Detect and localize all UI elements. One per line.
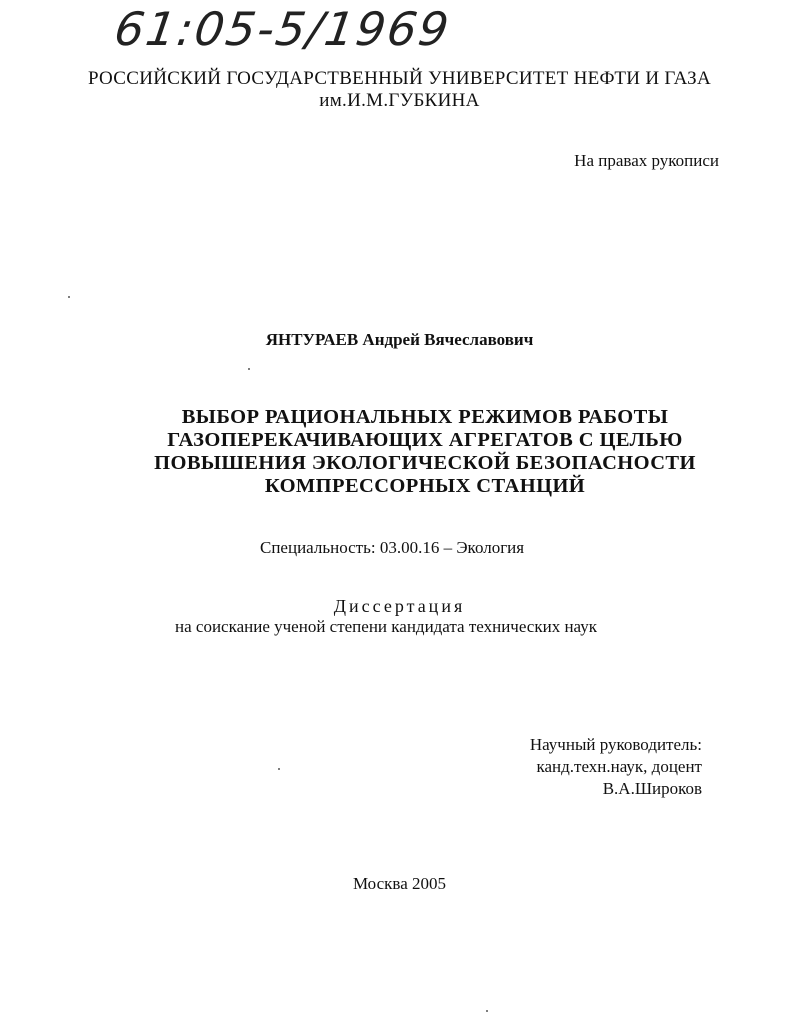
supervisor-title: канд.техн.наук, доцент bbox=[536, 757, 702, 776]
specialty: Специальность: 03.00.16 – Экология bbox=[260, 538, 525, 557]
university-named-after: им.И.М.ГУБКИНА bbox=[319, 90, 480, 111]
supervisor-name: В.А.Широков bbox=[602, 779, 702, 798]
title-line: ПОВЫШЕНИЯ ЭКОЛОГИЧЕСКОЙ БЕЗОПАСНОСТИ bbox=[154, 452, 696, 474]
handwritten-archive-number: 61:05-5/1969 bbox=[111, 2, 454, 56]
title-line: КОМПРЕССОРНЫХ СТАНЦИЙ bbox=[264, 475, 586, 497]
scan-speck bbox=[486, 1010, 488, 1012]
university-name: РОССИЙСКИЙ ГОСУДАРСТВЕННЫЙ УНИВЕРСИТЕТ НЕФТИ И ГАЗА bbox=[87, 68, 712, 89]
manuscript-rights-note: На правах рукописи bbox=[574, 151, 719, 170]
scan-speck bbox=[278, 768, 280, 770]
title-line: ВЫБОР РАЦИОНАЛЬНЫХ РЕЖИМОВ РАБОТЫ bbox=[181, 406, 669, 428]
scan-speck bbox=[68, 296, 70, 298]
city-year: Москва 2005 bbox=[352, 874, 447, 893]
title-line: ГАЗОПЕРЕКАЧИВАЮЩИХ АГРЕГАТОВ С ЦЕЛЬЮ bbox=[167, 429, 683, 451]
supervisor-block bbox=[530, 734, 702, 800]
supervisor-label: Научный руководитель: bbox=[529, 735, 702, 754]
scan-speck bbox=[248, 368, 250, 370]
author-name: ЯНТУРАЕВ Андрей Вячеславович bbox=[265, 330, 534, 349]
degree-statement: на соискание ученой степени кандидата технических наук bbox=[175, 617, 598, 636]
dissertation-title bbox=[140, 406, 710, 498]
document-type: Диссертация bbox=[333, 596, 466, 616]
